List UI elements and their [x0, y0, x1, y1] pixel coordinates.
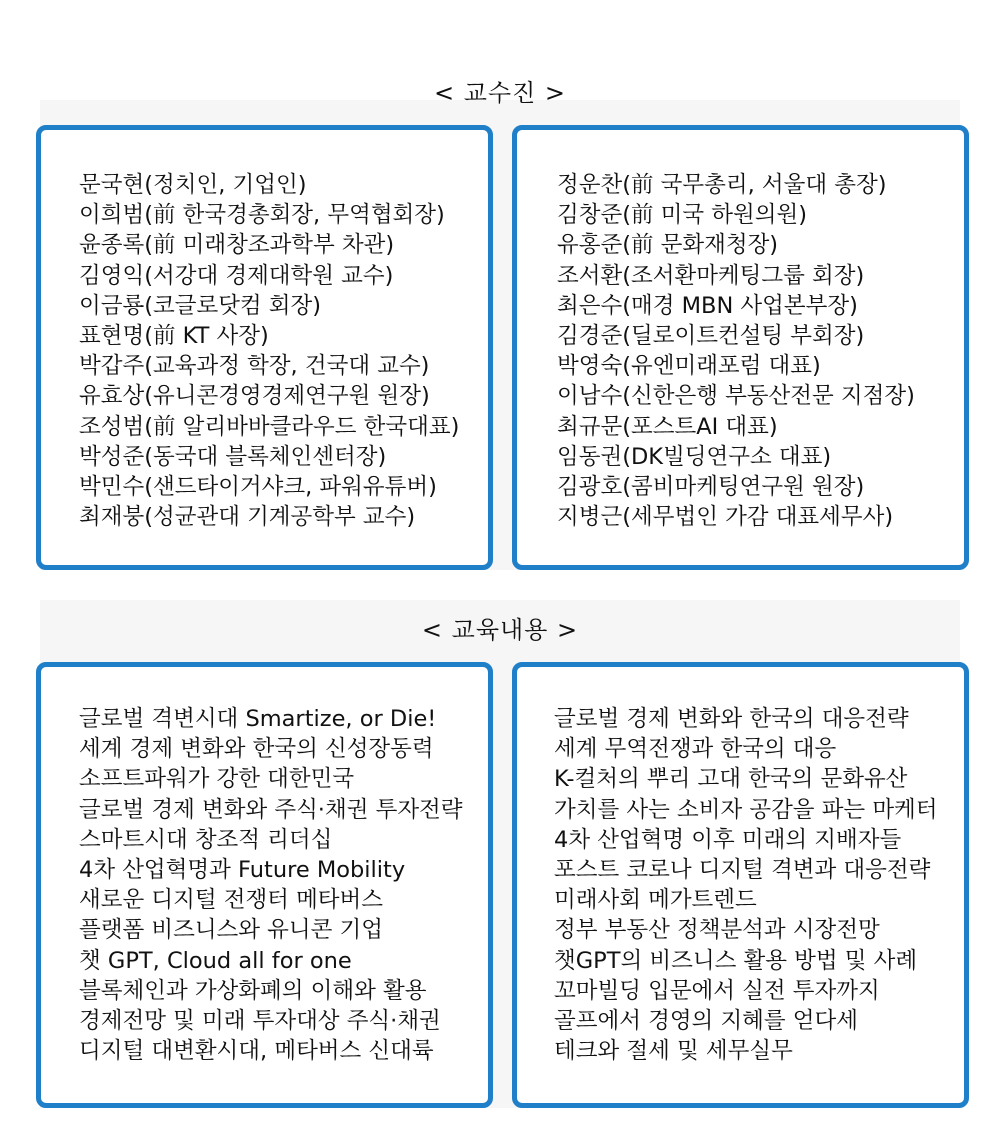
- list-item: 챗GPT의 비즈니스 활용 방법 및 사례: [554, 947, 918, 974]
- list-item: 블록체인과 가상화폐의 이해와 활용: [79, 977, 427, 1004]
- list-item: 새로운 디지털 전쟁터 메타버스: [79, 887, 384, 914]
- curriculum-heading: < 교육내용 >: [421, 616, 579, 644]
- list-item: 글로벌 경제 변화와 한국의 대응전략: [554, 706, 909, 732]
- curriculum-right-box: [512, 662, 969, 1108]
- list-item: 미래사회 메가트렌드: [554, 887, 757, 914]
- curriculum-right-list: [554, 704, 964, 1066]
- list-item: 이남수(신한은행 부동산전문 지점장): [557, 383, 915, 410]
- list-item: 꼬마빌딩 입문에서 실전 투자까지: [554, 977, 880, 1004]
- list-item: 포스트 코로나 디지털 격변과 대응전략: [554, 857, 931, 884]
- list-item: 경제전망 및 미래 투자대상 주식·채권: [79, 1008, 441, 1035]
- list-item: 김광호(콤비마케팅연구원 원장): [557, 474, 865, 501]
- list-item: 4차 산업혁명 이후 미래의 지배자들: [554, 826, 902, 853]
- list-item: K-컬처의 뿌리 고대 한국의 문화유산: [554, 766, 908, 793]
- list-item: 4차 산업혁명과 Future Mobility: [79, 857, 406, 884]
- list-item: 세계 무역전쟁과 한국의 대응: [554, 736, 837, 763]
- list-item: 최은수(매경 MBN 사업본부장): [557, 292, 858, 319]
- list-item: 글로벌 경제 변화와 주식·채권 투자전략: [79, 796, 463, 823]
- faculty-right-box: [512, 125, 969, 570]
- list-item: 스마트시대 창조적 리더십: [79, 826, 333, 853]
- list-item: 문국현(정치인, 기업인): [79, 172, 307, 198]
- list-item: 테크와 절세 및 세무실무: [554, 1038, 793, 1065]
- list-item: 가치를 사는 소비자 공감을 파는 마케터: [554, 796, 938, 823]
- list-item: 김창준(前 미국 하원의원): [557, 202, 807, 229]
- list-item: 지병근(세무법인 가감 대표세무사): [557, 504, 894, 531]
- list-item: 유홍준(前 문화재청장): [557, 232, 779, 259]
- faculty-heading: < 교수진 >: [433, 79, 567, 107]
- list-item: 최재붕(성균관대 기계공학부 교수): [79, 504, 416, 531]
- list-item: 박민수(샌드타이거샤크, 파워유튜버): [79, 474, 437, 501]
- list-item: 글로벌 격변시대 Smartize, or Die!: [79, 706, 437, 732]
- curriculum-left-box: [36, 662, 493, 1108]
- list-item: 김영익(서강대 경제대학원 교수): [79, 262, 394, 289]
- list-item: 정부 부동산 정책분석과 시장전망: [554, 917, 880, 944]
- list-item: 윤종록(前 미래창조과학부 차관): [79, 232, 395, 259]
- faculty-left-box: [36, 125, 493, 570]
- list-item: 플랫폼 비즈니스와 유니콘 기업: [79, 917, 384, 944]
- list-item: 유효상(유니콘경영경제연구원 원장): [79, 383, 430, 410]
- faculty-right-list: [557, 170, 964, 532]
- list-item: 김경준(딜로이트컨설팅 부회장): [557, 323, 865, 350]
- list-item: 최규문(포스트AI 대표): [557, 413, 778, 440]
- list-item: 임동권(DK빌딩연구소 대표): [557, 443, 832, 470]
- list-item: 이금룡(코글로닷컴 회장): [79, 292, 322, 319]
- list-item: 이희범(前 한국경총회장, 무역협회장): [79, 202, 445, 229]
- faculty-left-list: [79, 170, 488, 532]
- list-item: 챗 GPT, Cloud all for one: [79, 947, 352, 974]
- list-item: 표현명(前 KT 사장): [79, 323, 269, 350]
- list-item: 디지털 대변환시대, 메타버스 신대륙: [79, 1038, 434, 1065]
- list-item: 조서환(조서환마케팅그룹 회장): [557, 262, 865, 289]
- list-item: 박성준(동국대 블록체인센터장): [79, 443, 387, 470]
- list-item: 박갑주(교육과정 학장, 건국대 교수): [79, 353, 430, 380]
- list-item: 세계 경제 변화와 한국의 신성장동력: [79, 736, 434, 763]
- list-item: 조성범(前 알리바바클라우드 한국대표): [79, 413, 460, 440]
- list-item: 박영숙(유엔미래포럼 대표): [557, 353, 821, 380]
- list-item: 정운찬(前 국무총리, 서울대 총장): [557, 172, 887, 198]
- list-item: 골프에서 경영의 지혜를 얻다세: [554, 1008, 859, 1035]
- curriculum-left-list: [79, 704, 488, 1066]
- list-item: 소프트파워가 강한 대한민국: [79, 766, 355, 793]
